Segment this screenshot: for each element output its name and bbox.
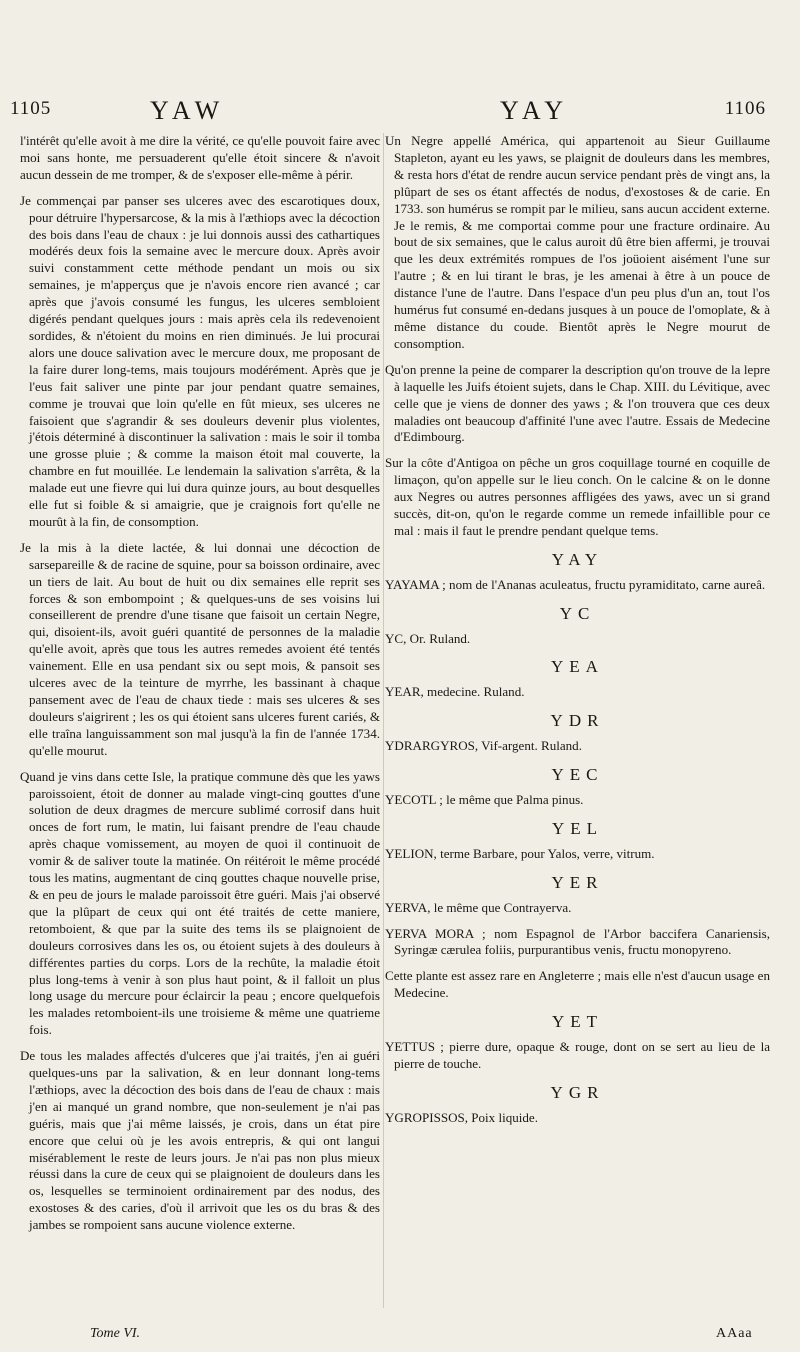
section-heading: YAY xyxy=(551,549,604,569)
dictionary-entry: YAYAMA ; nom de l'Ananas aculeatus, fructu pyramiditato, carne aureâ. xyxy=(385,576,766,592)
paragraph: De tous les malades affectés d'ulceres que j'ai traités, j'en ai guéri quelques-uns par la salivation, & en leur donnant long-tems l'æthiops, avec la décoction des bois dans de l'eau de chaux : mais j'en ai manqué un grand nombre, que non-seulement je n'ai pas guéris, mais que j'ai même laissés, je crois, dans un état pire encore que celui où je les avois entrepris, & qui ont langui misérablement le reste de leurs jours. Je n'ai pas non plus mieux réussi dans la cure de ceux qui se plaignoient de douleurs dans les os, lesquelles se terminoient ordinairement par des nodus, des exostoses & des caries, d'où il arrivoit que les os du bras & des jambes se rompoient sans aucune violence externe. xyxy=(20,1048,380,1233)
dictionary-entry: YELION, terme Barbare, pour Yalos, verre, vitrum. xyxy=(385,845,655,861)
right-running-head: YAY xyxy=(500,96,570,125)
dictionary-entry: YEAR, medecine. Ruland. xyxy=(385,684,525,700)
volume-label: Tome VI. xyxy=(90,1326,141,1341)
left-column xyxy=(20,133,380,1243)
dictionary-entry: YGROPISSOS, Poix liquide. xyxy=(385,1109,538,1125)
paragraph: l'intérêt qu'elle avoit à me dire la vérité, ce qu'elle pouvoit faire avec moi sans honte, me persuaderent qu'elle étoit sincere & n'avoit aucun dessein de me tromper, & de s'exposer elle-même à périr. xyxy=(20,133,380,182)
dictionary-entry: YC, Or. Ruland. xyxy=(385,630,471,646)
paragraph: Je commençai par panser ses ulceres avec des escarotiques doux, pour détruire l'hypersarcose, & la mis à l'æthiops avec la décoction des bois dans l'eau de chaux : je lui donnois aussi des cathartiques modérés deux fois la semaine avec le mercure doux. Après avoir suivi constamment cette méthode pendant un mois ou six semaines, je m'apperçus que je n'avois encore rien avancé ; car après que j'avois consumé les fungus, les ulceres sembloient digérés pendant quelques jours : mais après cela ils redevenoient sordides, & n'étoient du moins en rien diminués. Je lui procurai alors une douce salivation avec le mercure doux, me proposant de la faire durer long-tems, mais toujours modérément. Après que je l'eus fait saliver une pinte par jour pendant quatre semaines, comme je trouvai que loin qu'elle en fût mieux, ses ulceres ne faisoient que s'agrandir & ses douleurs devenir plus violentes, j'étois déterminé à discontinuer la salivation : mais le soir il tomba une grosse pluie ; & comme la maison étoit mal couverte, la chambre en fut mouillée. Le lendemain la salivation s'arrêta, & la malade eut une fievre qui lui dura quinze jours, au bout desquelles elle fut si foible & si amaigrie, que je craignois fort qu'elle ne mourût à la fin, de consomption. xyxy=(20,192,380,529)
signature-mark: AAaa xyxy=(716,1326,753,1341)
paragraph: Un Negre appellé América, qui appartenoit au Sieur Guillaume Stapleton, ayant eu les yaws, se plaignit de douleurs dans les membres, & resta hors d'état de rendre aucun service pendant près de vingt ans, la plûpart de ses os étant affectés de nodus, d'exostoses & de carie. En 1733. son humérus se rompit par le milieu, sans aucun accident externe. Je le remis, & me comportai comme pour une fracture ordinaire. Au bout de six semaines, que le calus auroit dû être bien affermi, je trouvai que les deux extrémités rompues de l'os joüoient aisément l'une sur l'autre ; & en lui tirant le bras, je les amenai à être à un pouce de distance l'une de l'autre. Dans l'espace d'un peu plus d'un an, tout l'os humérus fut consumé en-dedans jusques à un pouce de l'omoplate, & à même distance du coude. Bientôt après le Negre mourut de consomption. xyxy=(385,133,770,351)
dictionary-entry: YERVA, le même que Contrayerva. xyxy=(385,899,572,915)
section-heading: YEC xyxy=(551,765,604,785)
section-heading: YEA xyxy=(551,657,604,677)
paragraph: Je la mis à la diete lactée, & lui donnai une décoction de sarsepareille & de racine de squine, pour sa boisson ordinaire, avec un tiers de lait. Au bout de huit ou dix semaines elle reprit ses forces & son embompoint ; & quelques-uns de ses voisins lui conseillerent de prendre d'une tisane que faisoit un certain Negre, qui, disoient-ils, avoit guéri quantité de personnes de la maladie qu'elle avoit, après que tous les autres remedes avoient été tentés vainement. Elle en usa pendant six ou sept mois, & pansoit ses ulceres avec de la teinture de myrrhe, les bassinant à chaque pansement avec de l'eau de chaux tiede : mais ses ulceres & ses douleurs s'aigrirent ; les os qui étoient sans ulceres furent cariés, & elle traîna languissamment son mal jusqu'à la fin de l'année 1734. qu'elle mourut. xyxy=(20,539,380,758)
dictionary-entry: YDRARGYROS, Vif-argent. Ruland. xyxy=(385,738,582,754)
left-page-number: 1105 xyxy=(10,98,52,119)
section-heading: YET xyxy=(551,1012,604,1032)
dictionary-entry: YETTUS ; pierre dure, opaque & rouge, dont on se sert au lieu de la pierre de touche. xyxy=(385,1039,770,1071)
right-column xyxy=(385,133,770,1136)
section-heading: YER xyxy=(551,872,604,892)
dictionary-sections xyxy=(385,549,770,1127)
paragraph: Qu'on prenne la peine de comparer la description qu'on trouve de la lepre à laquelle les Juifs étoient sujets, dans le Chap. XIII. du Lévitique, avec celle que je viens de donner des yaws ; & l'on trouvera que ces deux maladies ont beaucoup d'affinité l'une avec l'autre. Essais de Medecine d'Edimbourg. xyxy=(385,361,770,445)
paragraph: Sur la côte d'Antigoa on pêche un gros coquillage tourné en coquille de limaçon, qu'on appelle sur le lieu conch. On le calcine & on le donne aux Negres ou autres personnes affligées des yaws, avec un si grand succès, dit-on, qu'on le regarde comme un remede infaillible pour ce mal : mais il faut le prendre pendant quelque tems. xyxy=(385,455,770,538)
dictionary-entry: YERVA MORA ; nom Espagnol de l'Arbor baccifera Canariensis, Syringæ cærulea foliis, purpurantibus venis, fructu monopyreno. xyxy=(385,925,770,958)
page-footer xyxy=(0,1326,800,1346)
page-header xyxy=(0,96,800,132)
section-heading: YGR xyxy=(550,1082,605,1102)
dictionary-entry: Cette plante est assez rare en Angleterre ; mais elle n'est d'aucun usage en Medecine. xyxy=(385,968,770,1001)
right-page-number: 1106 xyxy=(724,98,766,119)
section-heading: YDR xyxy=(550,711,605,731)
column-divider xyxy=(383,133,384,1308)
dictionary-entry: YECOTL ; le même que Palma pinus. xyxy=(385,792,584,807)
section-heading: YEL xyxy=(551,818,604,838)
left-running-head: YAW xyxy=(150,96,226,125)
section-heading: YC xyxy=(559,603,596,623)
paragraph: Quand je vins dans cette Isle, la pratique commune dès que les yaws paroissoient, étoit de donner au malade vingt-cinq gouttes d'une solution de deux dragmes de mercure sublimé corrosif dans huit onces de fort rum, le matin, lui faisant prendre de l'eau chaude après chaque vomissement, au moyen de quoi il continuoit de vomir & de saliver toute la matinée. On réitéroit le même procédé tous les matins, augmentant de cinq gouttes chaque nouvelle prise, & en peu de jours le malade paroissoit être guéri. Mais j'ai observé que la plûpart de ceux qui ont été traités de cette maniere, retomboient, & que par la suite des tems ils se plaignoient de douleurs corrosives dans les os, ou étoient sujets à des douleurs à différentes parties du corps. Lors de la rechûte, la maladie étoit plus long-tems à venir à son plus haut point, & il falloit un plus long usage du mercure pour éclaircir la peau ; encore quelquefois les malades retomboient-ils une troisieme & même une quatrieme fois. xyxy=(20,768,380,1038)
